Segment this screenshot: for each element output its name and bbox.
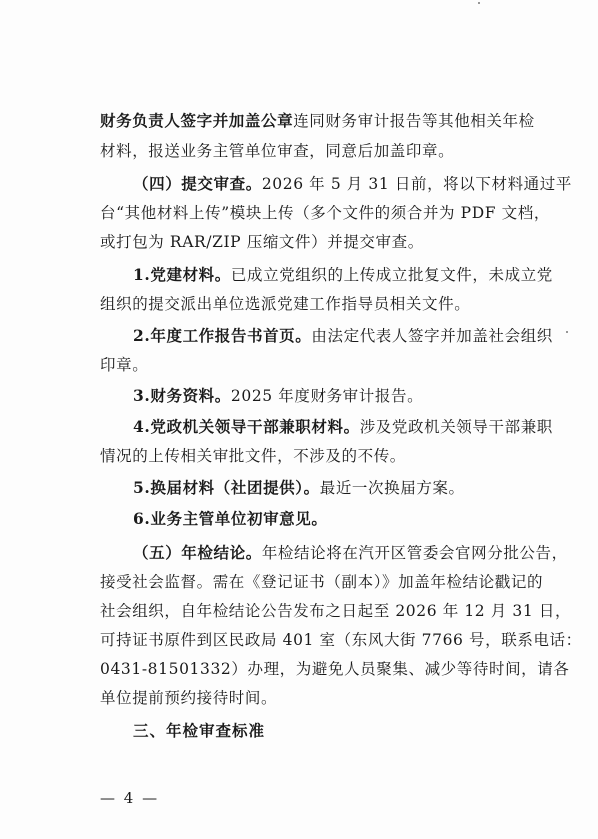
paragraph-line: 接受社会监督。需在《登记证书（副本）》加盖年检结论戳记的 xyxy=(100,573,544,591)
paragraph-line xyxy=(133,265,553,285)
section-heading: 三、年检审查标准 xyxy=(133,721,266,740)
paragraph-line: 材料，报送业务主管单位审查，同意后加盖印章。 xyxy=(100,142,455,160)
subsection-title: （五）年检结论。 xyxy=(133,543,262,562)
paragraph-line: 组织的提交派出单位选派党建工作指导员相关文件。 xyxy=(100,295,471,313)
item-title: 4.党政机关领导干部兼职材料。 xyxy=(133,417,360,436)
paragraph-line xyxy=(133,174,572,194)
item-title: 1.党建材料。 xyxy=(133,265,231,284)
paragraph-line: 可持证书原件到区民政局 401 室（东风大街 7766 号，联系电话： xyxy=(100,631,582,649)
emphasis-text: 财务负责人签字并加盖公章 xyxy=(100,111,294,130)
item-title: 6.业务主管单位初审意见。 xyxy=(133,509,328,528)
scan-speck xyxy=(478,2,480,4)
body-text: 最近一次换届方案。 xyxy=(319,479,465,497)
paragraph-line: 0431-81501332）办理，为避免人员聚集、减少等待时间，请各 xyxy=(100,660,570,678)
body-text: 年检结论将在汽开区管委会官网分批公告， xyxy=(261,544,568,562)
paragraph-line: 台“其他材料上传”模块上传（多个文件的须合并为 PDF 文档， xyxy=(100,204,550,222)
body-text: 连同财务审计报告等其他相关年检 xyxy=(293,112,535,130)
scan-speck xyxy=(566,331,568,333)
paragraph-line: 情况的上传相关审批文件，不涉及的不传。 xyxy=(100,447,406,465)
paragraph-line xyxy=(133,478,465,498)
paragraph-line xyxy=(133,543,568,563)
paragraph-line: 单位提前预约接待时间。 xyxy=(100,689,278,707)
body-text: 由法定代表人签字并加盖社会组织 xyxy=(311,327,553,345)
paragraph-line xyxy=(133,326,553,346)
page-number: — 4 — xyxy=(100,789,160,807)
paragraph-line xyxy=(133,509,327,529)
subsection-title: （四）提交审查。 xyxy=(133,174,262,193)
paragraph-line xyxy=(100,111,535,131)
item-title: 3.财务资料。 xyxy=(133,386,231,405)
item-title: 2.年度工作报告书首页。 xyxy=(133,326,312,345)
paragraph-line xyxy=(133,386,423,406)
paragraph-line: 社会组织，自年检结论公告发布之日起至 2026 年 12 月 31 日， xyxy=(100,602,572,620)
paragraph-line: 或打包为 RAR/ZIP 压缩文件）并提交审查。 xyxy=(100,233,424,251)
body-text: 已成立党组织的上传成立批复文件，未成立党 xyxy=(230,266,553,284)
body-text: 2026 年 5 月 31 日前，将以下材料通过平 xyxy=(261,175,572,193)
paragraph-line xyxy=(133,417,553,437)
body-text: 2025 年度财务审计报告。 xyxy=(230,387,424,405)
item-title: 5.换届材料（社团提供）。 xyxy=(133,478,320,497)
paragraph-line: 印章。 xyxy=(100,356,149,374)
body-text: 涉及党政机关领导干部兼职 xyxy=(359,418,553,436)
